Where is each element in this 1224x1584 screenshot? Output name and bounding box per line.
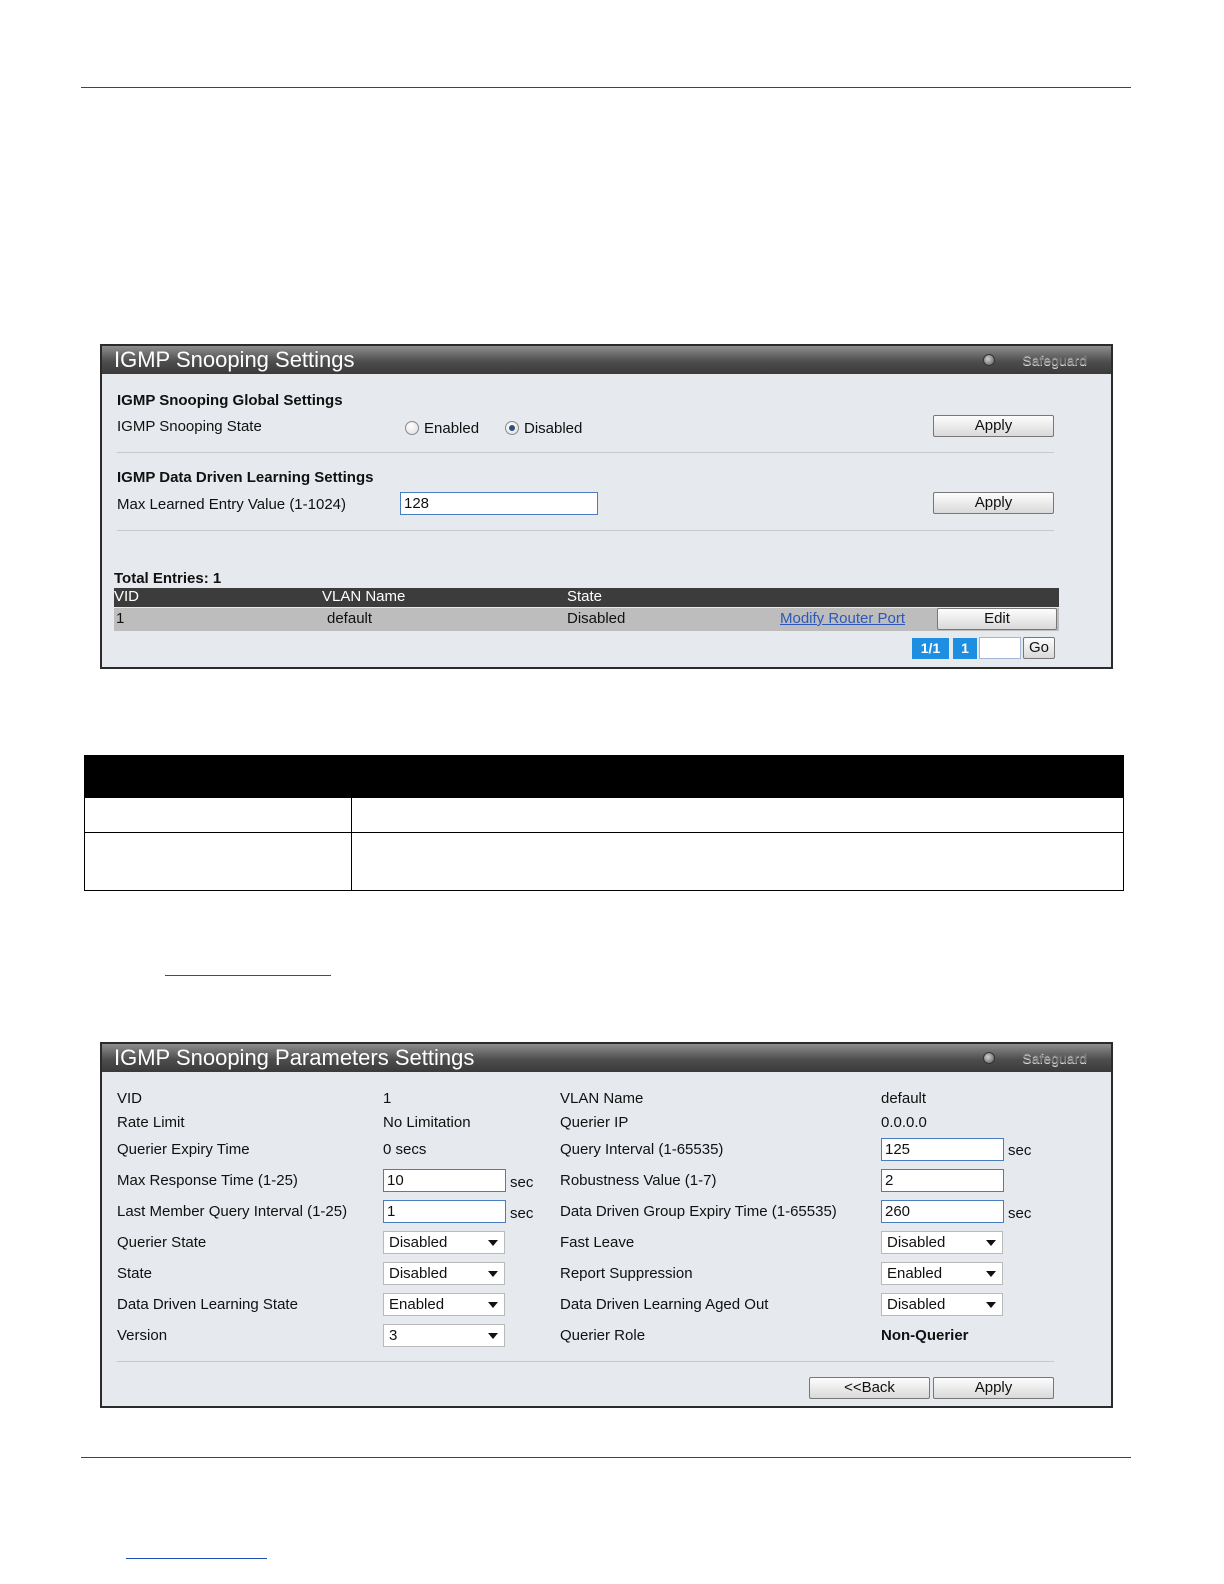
querier-role-value: Non-Querier [881, 1327, 969, 1344]
ddl-state-label: Data Driven Learning State [117, 1296, 298, 1313]
max-learned-label: Max Learned Entry Value (1-1024) [117, 496, 347, 513]
row-state: Disabled [567, 610, 626, 627]
querier-expiry-label: Querier Expiry Time [117, 1141, 250, 1158]
panel-title-bar [102, 346, 1111, 374]
rate-limit-value: No Limitation [383, 1114, 471, 1131]
querier-ip-value: 0.0.0.0 [881, 1114, 927, 1131]
back-button[interactable]: <<Back [809, 1377, 930, 1399]
sec-unit: sec [1008, 1205, 1032, 1222]
go-button[interactable]: Go [1023, 637, 1055, 659]
panel-title: IGMP Snooping Settings [114, 347, 355, 372]
querier-state-label: Querier State [117, 1234, 207, 1251]
igmp-snooping-settings-panel [100, 344, 1113, 669]
safeguard-label: Safeguard [1022, 352, 1087, 368]
dd-group-expiry-input[interactable]: 260 [881, 1200, 1004, 1223]
ddl-state-select[interactable] [383, 1293, 505, 1316]
ddl-aged-out-label: Data Driven Learning Aged Out [560, 1296, 769, 1313]
fast-leave-label: Fast Leave [560, 1234, 635, 1251]
panel-title: IGMP Snooping Parameters Settings [114, 1045, 475, 1070]
last-member-label: Last Member Query Interval (1-25) [117, 1203, 348, 1220]
header-rule [81, 87, 1131, 88]
dd-group-expiry-label: Data Driven Group Expiry Time (1-65535) [560, 1203, 837, 1220]
chevron-down-icon [488, 1333, 498, 1339]
row-vid: 1 [116, 610, 125, 627]
link-underline[interactable] [165, 975, 331, 976]
footer-link-underline[interactable] [126, 1558, 267, 1559]
table-cell [352, 798, 1124, 833]
enabled-radio[interactable] [405, 421, 419, 435]
sec-unit: sec [510, 1205, 534, 1222]
report-suppression-value: Enabled [887, 1265, 943, 1282]
report-suppression-label: Report Suppression [560, 1265, 693, 1282]
fast-leave-value: Disabled [887, 1234, 946, 1251]
table-header-cell [352, 756, 1124, 798]
vid-value: 1 [383, 1090, 392, 1107]
col-state: State [567, 588, 603, 605]
max-learned-input[interactable]: 128 [400, 492, 598, 515]
querier-role-label: Querier Role [560, 1327, 646, 1344]
divider [117, 1361, 1054, 1362]
ddl-state-value: Enabled [389, 1296, 445, 1313]
query-interval-label: Query Interval (1-65535) [560, 1141, 724, 1158]
rate-limit-label: Rate Limit [117, 1114, 185, 1131]
col-vid: VID [114, 588, 140, 605]
page-number-button[interactable]: 1 [953, 638, 977, 659]
vlan-name-label: VLAN Name [560, 1090, 644, 1107]
snooping-state-label: IGMP Snooping State [117, 418, 262, 435]
igmp-snooping-parameters-panel [100, 1042, 1113, 1408]
safeguard-label: Safeguard [1022, 1050, 1087, 1066]
enabled-radio-label: Enabled [424, 420, 480, 437]
edit-button[interactable]: Edit [937, 608, 1057, 630]
version-value: 3 [389, 1327, 398, 1344]
table-row [114, 608, 1059, 631]
divider [117, 530, 1054, 531]
chevron-down-icon [986, 1302, 996, 1308]
robustness-label: Robustness Value (1-7) [560, 1172, 717, 1189]
parameter-description-table [84, 755, 1124, 891]
chevron-down-icon [488, 1271, 498, 1277]
querier-state-value: Disabled [389, 1234, 448, 1251]
querier-state-select[interactable] [383, 1231, 505, 1254]
ddl-settings-heading: IGMP Data Driven Learning Settings [117, 469, 374, 486]
max-response-label: Max Response Time (1-25) [117, 1172, 298, 1189]
modify-router-port-link[interactable]: Modify Router Port [780, 610, 906, 627]
max-response-input[interactable]: 10 [383, 1169, 506, 1192]
global-apply-button[interactable]: Apply [933, 415, 1054, 437]
divider [117, 452, 1054, 453]
table-cell [352, 833, 1124, 891]
table-cell [85, 798, 352, 833]
row-vlan-name: default [327, 610, 373, 627]
ddl-aged-out-select[interactable] [881, 1293, 1003, 1316]
panel-title-bar [102, 1044, 1111, 1072]
page-of-indicator: 1/1 [912, 638, 949, 659]
ddl-apply-button[interactable]: Apply [933, 492, 1054, 514]
version-label: Version [117, 1327, 168, 1344]
disabled-radio-label: Disabled [524, 420, 583, 437]
chevron-down-icon [986, 1271, 996, 1277]
apply-button[interactable]: Apply [933, 1377, 1054, 1399]
report-suppression-select[interactable] [881, 1262, 1003, 1285]
fast-leave-select[interactable] [881, 1231, 1003, 1254]
state-label: State [117, 1265, 153, 1282]
global-settings-heading: IGMP Snooping Global Settings [117, 392, 343, 409]
sec-unit: sec [510, 1174, 534, 1191]
state-value: Disabled [389, 1265, 448, 1282]
footer-rule [81, 1457, 1131, 1458]
chevron-down-icon [986, 1240, 996, 1246]
last-member-input[interactable]: 1 [383, 1200, 506, 1223]
ddl-aged-out-value: Disabled [887, 1296, 946, 1313]
robustness-input[interactable]: 2 [881, 1169, 1004, 1192]
vlan-name-value: default [881, 1090, 927, 1107]
chevron-down-icon [488, 1302, 498, 1308]
querier-expiry-value: 0 secs [383, 1141, 427, 1158]
querier-ip-label: Querier IP [560, 1114, 629, 1131]
version-select[interactable] [383, 1324, 505, 1347]
disabled-radio[interactable] [505, 421, 519, 435]
chevron-down-icon [488, 1240, 498, 1246]
state-select[interactable] [383, 1262, 505, 1285]
query-interval-input[interactable]: 125 [881, 1138, 1004, 1161]
safeguard-indicator-icon [983, 354, 995, 366]
table-header [114, 588, 1059, 607]
sec-unit: sec [1008, 1142, 1032, 1159]
safeguard-indicator-icon [983, 1052, 995, 1064]
table-header-cell [85, 756, 352, 798]
col-vlan-name: VLAN Name [322, 588, 406, 605]
vid-label: VID [117, 1090, 143, 1107]
table-cell [85, 833, 352, 891]
total-entries: Total Entries: 1 [114, 570, 222, 587]
go-page-input[interactable] [979, 637, 1021, 659]
